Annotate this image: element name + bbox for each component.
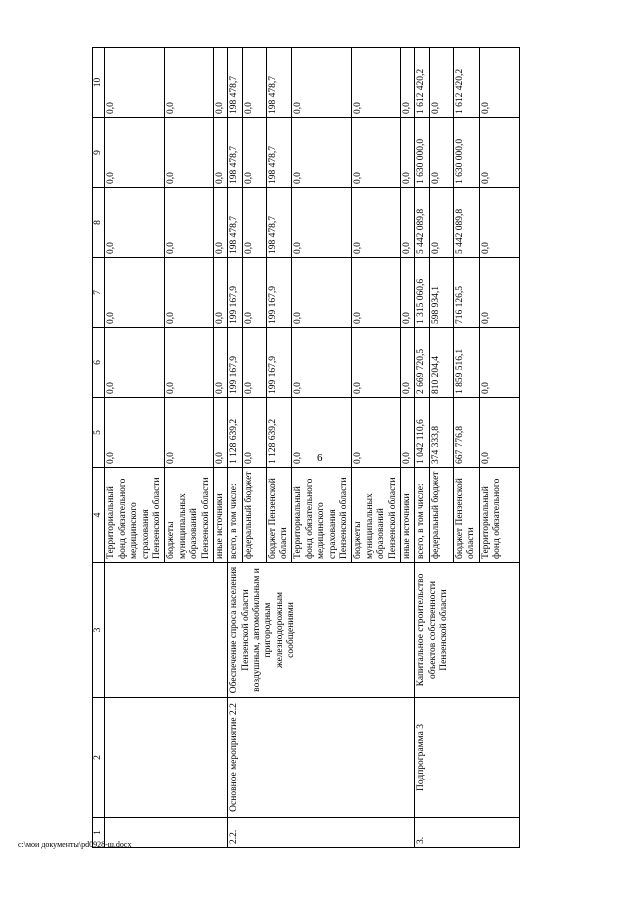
funding-source-cell: Территориальный фонд обязательного медицинского страхования Пензенской области [292, 468, 352, 563]
value-cell: 0,0 [292, 398, 352, 468]
header-cell: 6 [93, 328, 105, 398]
value-cell: 598 934,1 [429, 258, 453, 328]
value-cell: 1 630 000,0 [415, 118, 429, 188]
value-cell: 667 776,8 [453, 398, 479, 468]
funding-source-cell: Территориальный фонд обязательного [479, 468, 519, 563]
row-name-cell [105, 698, 228, 818]
value-cell: 0,0 [479, 118, 519, 188]
value-cell: 0,0 [400, 398, 414, 468]
value-cell: 1 630 000,0 [453, 118, 479, 188]
value-cell: 0,0 [479, 328, 519, 398]
row-description-cell: Обеспечение спроса населения Пензенской области воздушным, автомобильным и пригородным железнодорожным сообщениями [228, 563, 415, 698]
value-cell: 199 167,9 [266, 328, 292, 398]
funding-source-cell: бюджет Пензенской области [266, 468, 292, 563]
funding-table [92, 47, 520, 848]
value-cell: 0,0 [479, 48, 519, 118]
row-name-cell: Подпрограмма 3 [415, 698, 519, 818]
value-cell: 0,0 [213, 188, 227, 258]
row-name-cell: Основное мероприятие 2.2 [228, 698, 415, 818]
row-id-cell: 2.2. [228, 818, 415, 848]
table-row [415, 48, 429, 848]
value-cell: 0,0 [213, 118, 227, 188]
funding-source-cell: всего, в том числе: [228, 468, 242, 563]
header-cell: 4 [93, 468, 105, 563]
value-cell: 0,0 [213, 328, 227, 398]
header-row [93, 48, 105, 848]
funding-source-cell: федеральный бюджет [429, 468, 453, 563]
header-cell: 9 [93, 118, 105, 188]
value-cell: 716 126,5 [453, 258, 479, 328]
value-cell: 0,0 [213, 48, 227, 118]
value-cell: 1 042 110,6 [415, 398, 429, 468]
value-cell: 0,0 [429, 188, 453, 258]
value-cell: 0,0 [292, 118, 352, 188]
value-cell: 1 859 516,1 [453, 328, 479, 398]
value-cell: 0,0 [352, 328, 401, 398]
table-row [228, 48, 242, 848]
value-cell: 0,0 [352, 188, 401, 258]
value-cell: 0,0 [165, 188, 214, 258]
row-id-cell [105, 818, 228, 848]
funding-source-cell: всего, в том числе: [415, 468, 429, 563]
funding-source-cell: иные источники [213, 468, 227, 563]
funding-source-cell: бюджеты муниципальных образований Пензенской области [352, 468, 401, 563]
value-cell: 198 478,7 [266, 118, 292, 188]
value-cell: 0,0 [479, 258, 519, 328]
value-cell: 0,0 [105, 328, 165, 398]
row-id-cell: 3. [415, 818, 519, 848]
value-cell: 0,0 [165, 328, 214, 398]
value-cell: 0,0 [479, 188, 519, 258]
value-cell: 0,0 [165, 118, 214, 188]
value-cell: 0,0 [242, 328, 266, 398]
funding-source-cell: федеральный бюджет [242, 468, 266, 563]
funding-source-cell: иные источники [400, 468, 414, 563]
value-cell: 374 333,8 [429, 398, 453, 468]
value-cell: 0,0 [292, 258, 352, 328]
value-cell: 0,0 [165, 48, 214, 118]
value-cell: 198 478,7 [228, 118, 242, 188]
value-cell: 0,0 [400, 118, 414, 188]
value-cell: 0,0 [429, 48, 453, 118]
value-cell: 0,0 [400, 48, 414, 118]
value-cell: 810 204,4 [429, 328, 453, 398]
value-cell: 0,0 [479, 398, 519, 468]
value-cell: 1 612 420,2 [415, 48, 429, 118]
value-cell: 198 478,7 [228, 48, 242, 118]
value-cell: 0,0 [165, 398, 214, 468]
value-cell: 0,0 [352, 398, 401, 468]
header-cell: 5 [93, 398, 105, 468]
value-cell: 0,0 [105, 118, 165, 188]
header-cell: 1 [93, 818, 105, 848]
value-cell: 199 167,9 [266, 258, 292, 328]
value-cell: 0,0 [105, 398, 165, 468]
table-row [105, 48, 165, 848]
value-cell: 0,0 [429, 118, 453, 188]
value-cell: 198 478,7 [266, 188, 292, 258]
value-cell: 1 128 639,2 [266, 398, 292, 468]
funding-source-cell: бюджеты муниципальных образований Пензенской области [165, 468, 214, 563]
funding-source-cell: Территориальный фонд обязательного медицинского страхования Пензенской области [105, 468, 165, 563]
value-cell: 0,0 [165, 258, 214, 328]
value-cell: 198 478,7 [228, 188, 242, 258]
value-cell: 0,0 [292, 188, 352, 258]
value-cell: 0,0 [242, 258, 266, 328]
value-cell: 0,0 [105, 188, 165, 258]
value-cell: 1 128 639,2 [228, 398, 242, 468]
value-cell: 198 478,7 [266, 48, 292, 118]
value-cell: 0,0 [400, 188, 414, 258]
value-cell: 1 315 060,6 [415, 258, 429, 328]
header-cell: 2 [93, 698, 105, 818]
value-cell: 5 442 089,8 [453, 188, 479, 258]
value-cell: 0,0 [400, 328, 414, 398]
value-cell: 0,0 [213, 398, 227, 468]
value-cell: 0,0 [242, 48, 266, 118]
value-cell: 0,0 [213, 258, 227, 328]
value-cell: 2 669 720,5 [415, 328, 429, 398]
value-cell: 0,0 [242, 398, 266, 468]
value-cell: 0,0 [292, 48, 352, 118]
value-cell: 0,0 [352, 258, 401, 328]
value-cell: 0,0 [105, 48, 165, 118]
header-cell: 10 [93, 48, 105, 118]
value-cell: 0,0 [352, 48, 401, 118]
header-cell: 7 [93, 258, 105, 328]
value-cell: 199 167,9 [228, 328, 242, 398]
footer-path: c:\мои документы\pd0928-ш.docx [18, 840, 132, 849]
page-number: 6 [317, 452, 323, 464]
value-cell: 0,0 [400, 258, 414, 328]
value-cell: 1 612 420,2 [453, 48, 479, 118]
value-cell: 0,0 [292, 328, 352, 398]
funding-source-cell: бюджет Пензенской области [453, 468, 479, 563]
row-description-cell: Капитальное строительство объектов собственности Пензенской области [415, 563, 519, 698]
row-description-cell [105, 563, 228, 698]
value-cell: 0,0 [105, 258, 165, 328]
value-cell: 0,0 [242, 188, 266, 258]
value-cell: 0,0 [242, 118, 266, 188]
value-cell: 199 167,9 [228, 258, 242, 328]
header-cell: 3 [93, 563, 105, 698]
value-cell: 0,0 [352, 118, 401, 188]
value-cell: 5 442 089,8 [415, 188, 429, 258]
funding-table-rotated [92, 48, 622, 848]
header-cell: 8 [93, 188, 105, 258]
